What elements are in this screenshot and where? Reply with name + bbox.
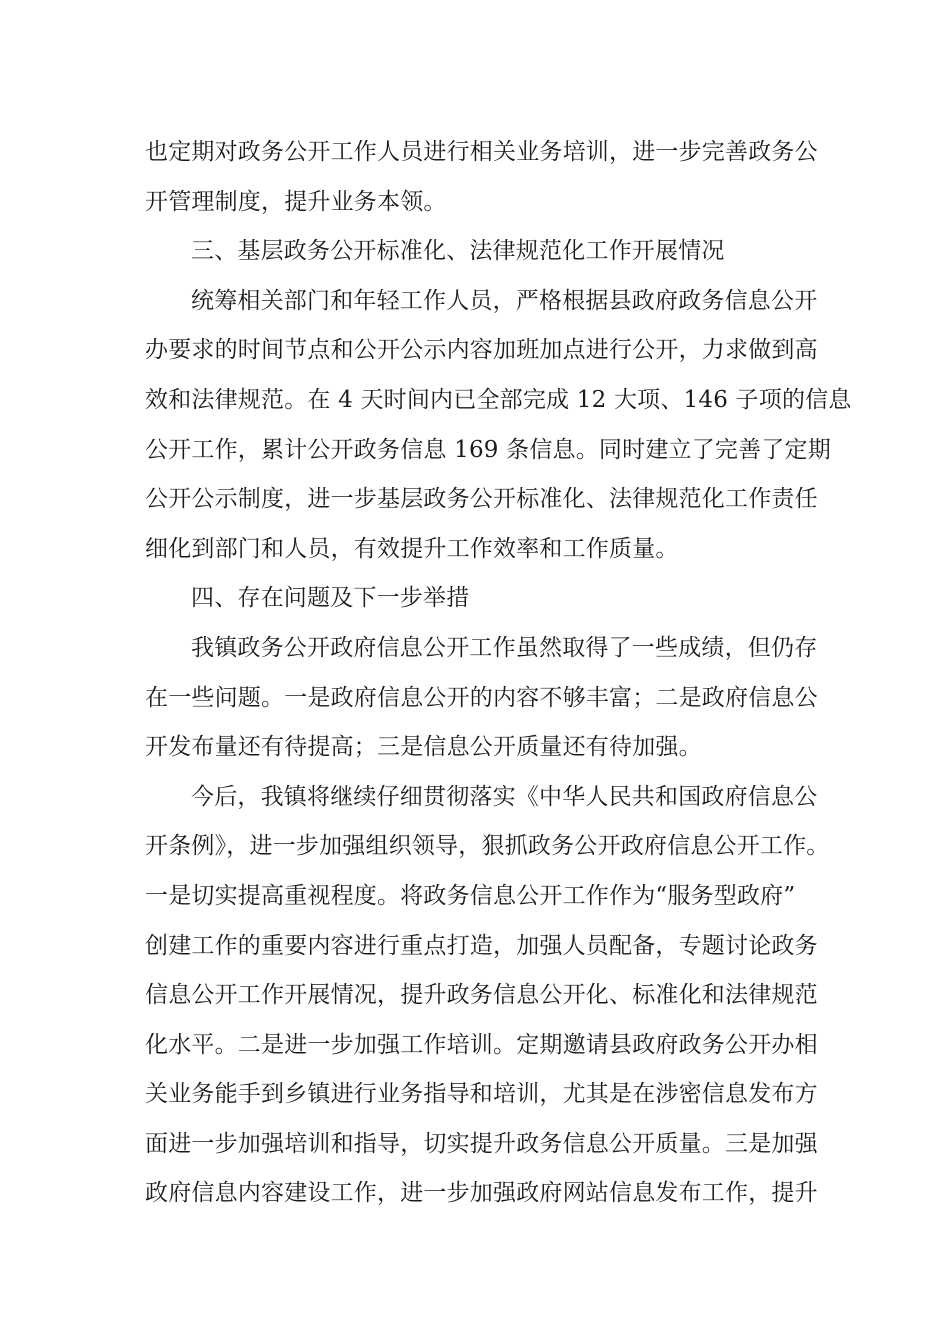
text-line: 一是切实提高重视程度。将政务信息公开工作作为“服务型政府” xyxy=(145,882,796,909)
text-line: 政府信息内容建设工作，进一步加强政府网站信息发布工作，提升 xyxy=(145,1180,818,1207)
text-line: 公开工作，累计公开政务信息 169 条信息。同时建立了完善了定期 xyxy=(145,436,831,463)
text-line: 面进一步加强培训和指导，切实提升政务信息公开质量。三是加强 xyxy=(145,1130,818,1157)
text-line: 关业务能手到乡镇进行业务指导和培训，尤其是在涉密信息发布方 xyxy=(145,1081,818,1108)
text-line: 信息公开工作开展情况，提升政务信息公开化、标准化和法律规范 xyxy=(145,982,818,1009)
text-line: 也定期对政务公开工作人员进行相关业务培训，进一步完善政务公 xyxy=(145,139,818,165)
text-line: 细化到部门和人员，有效提升工作效率和工作质量。 xyxy=(145,535,679,562)
text-line: 办要求的时间节点和公开公示内容加班加点进行公开，力求做到高 xyxy=(145,337,818,364)
text-line: 化水平。二是进一步加强工作培训。定期邀请县政府政务公开办相 xyxy=(145,1031,818,1058)
section-heading-3: 三、基层政务公开标准化、法律规范化工作开展情况 xyxy=(191,238,725,265)
text-line: 在一些问题。一是政府信息公开的内容不够丰富；二是政府信息公 xyxy=(145,684,818,711)
text-line: 开管理制度，提升业务本领。 xyxy=(145,188,447,215)
text-line: 效和法律规范。在 4 天时间内已全部完成 12 大项、146 子项的信息 xyxy=(145,386,852,413)
text-line: 开发布量还有待提高；三是信息公开质量还有待加强。 xyxy=(145,734,702,761)
paragraph-start: 今后，我镇将继续仔细贯彻落实《中华人民共和国政府信息公 xyxy=(191,783,818,810)
paragraph-start: 我镇政务公开政府信息公开工作虽然取得了一些成绩，但仍存 xyxy=(191,634,818,661)
text-line: 开条例》，进一步加强组织领导，狠抓政务公开政府信息公开工作。 xyxy=(145,833,830,860)
document-body xyxy=(145,128,852,1219)
text-line: 公开公示制度，进一步基层政务公开标准化、法律规范化工作责任 xyxy=(145,486,818,513)
section-heading-4: 四、存在问题及下一步举措 xyxy=(191,585,470,612)
paragraph-start: 统筹相关部门和年轻工作人员，严格根据县政府政务信息公开 xyxy=(191,287,818,314)
text-line: 创建工作的重要内容进行重点打造，加强人员配备，专题讨论政务 xyxy=(145,932,818,959)
